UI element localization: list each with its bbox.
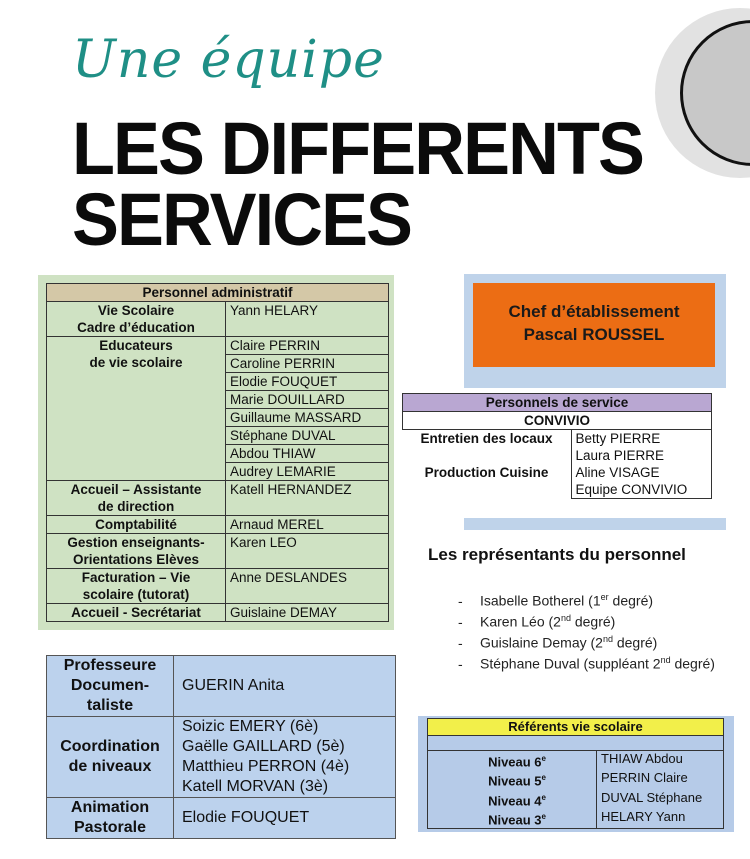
service-row — [403, 430, 712, 448]
admin-row-label: Accueil – Assistante de direction — [47, 481, 226, 516]
referents-spacer — [428, 736, 724, 751]
referents-title: Référents vie scolaire — [428, 719, 724, 736]
reps-item-after: degré) — [570, 613, 616, 630]
referent-level — [428, 790, 597, 809]
service-row-name: Equipe CONVIVIO — [571, 481, 712, 499]
referent-name: THIAW Abdou — [597, 751, 724, 771]
prof-row-names — [174, 798, 396, 839]
admin-row-name: Claire PERRIN — [226, 337, 389, 355]
prof-name: Matthieu PERRON (4è) — [182, 758, 350, 775]
admin-row-label: Accueil - Secrétariat — [47, 604, 226, 622]
chef-name: Pascal ROUSSEL — [523, 325, 665, 344]
prof-row — [47, 717, 396, 798]
prof-row-names — [174, 656, 396, 717]
reps-item-after: degré) — [608, 592, 654, 609]
reps-item-sup: er — [600, 592, 609, 602]
referents-table — [427, 718, 724, 829]
prof-row — [47, 798, 396, 839]
reps-item — [458, 631, 715, 652]
referent-level-text: Niveau 4 — [488, 792, 542, 808]
prof-name: Katell MORVAN (3è) — [182, 778, 329, 795]
admin-row-name: Karen LEO — [226, 534, 389, 569]
admin-row-label: Gestion enseignants- Orientations Elèves — [47, 534, 226, 569]
referent-level — [428, 770, 597, 789]
service-row-label — [403, 481, 572, 499]
page-title-line1: LES DIFFERENTS — [72, 107, 643, 190]
admin-row-name: Caroline PERRIN — [226, 355, 389, 373]
admin-row-name: Anne DESLANDES — [226, 569, 389, 604]
admin-table-title: Personnel administratif — [47, 284, 389, 302]
reps-item-name: Guislaine Demay (2 — [480, 634, 603, 651]
service-company: CONVIVIO — [403, 412, 712, 430]
reps-item — [458, 589, 715, 610]
reps-item-name: Karen Léo (2 — [480, 613, 561, 630]
referent-row — [428, 809, 724, 829]
admin-row — [47, 604, 389, 622]
admin-row-name: Elodie FOUQUET — [226, 373, 389, 391]
referent-level — [428, 809, 597, 829]
referent-level-sup: e — [541, 792, 546, 802]
admin-row — [47, 534, 389, 569]
service-row-name: Laura PIERRE — [571, 447, 712, 464]
service-row-name: Betty PIERRE — [571, 430, 712, 448]
prof-name: GUERIN Anita — [182, 677, 285, 694]
admin-row-name: Katell HERNANDEZ — [226, 481, 389, 516]
reps-item-sup: nd — [602, 634, 613, 645]
reps-title: Les représentants du personnel — [428, 545, 686, 564]
reps-item-sup: nd — [560, 613, 571, 624]
admin-row — [47, 516, 389, 534]
referent-row — [428, 790, 724, 809]
admin-row-label: Vie Scolaire Cadre d’éducation — [47, 302, 226, 337]
referent-level-text: Niveau 3 — [488, 812, 542, 828]
referent-level-text: Niveau 6 — [488, 754, 542, 770]
prof-name: Elodie FOUQUET — [182, 809, 310, 826]
admin-row-name: Yann HELARY — [226, 302, 389, 337]
reps-item-name: Stéphane Duval (suppléant 2 — [480, 656, 661, 673]
service-row-label — [403, 447, 572, 464]
admin-row-name: Guillaume MASSARD — [226, 409, 389, 427]
prof-name: Soizic EMERY (6è) — [182, 718, 319, 735]
admin-row-name: Stéphane DUVAL — [226, 427, 389, 445]
admin-row-name: Guislaine DEMAY — [226, 604, 389, 622]
prof-name: Gaëlle GAILLARD (5è) — [182, 738, 345, 755]
referent-level-text: Niveau 5 — [488, 773, 542, 789]
admin-row-name: Arnaud MEREL — [226, 516, 389, 534]
prof-row-label: Animation Pastorale — [47, 798, 174, 839]
admin-row — [47, 302, 389, 337]
service-table — [402, 393, 712, 499]
bullet-dash: - — [458, 592, 463, 609]
referent-level-sup: e — [541, 773, 546, 783]
service-row-name: Aline VISAGE — [571, 464, 712, 481]
admin-table — [46, 283, 389, 622]
bullet-dash: - — [458, 613, 463, 630]
chef-title: Chef d’établissement — [508, 302, 680, 321]
script-title: Une équipe — [72, 30, 385, 90]
prof-row-label: Professeure Documen- taliste — [47, 656, 174, 717]
service-row — [403, 447, 712, 464]
reps-item-after: degré) — [612, 634, 658, 651]
admin-row — [47, 337, 389, 355]
service-row — [403, 481, 712, 499]
admin-row — [47, 481, 389, 516]
reps-item-name: Isabelle Botherel (1 — [480, 592, 601, 609]
service-row — [403, 464, 712, 481]
admin-row-name: Audrey LEMARIE — [226, 463, 389, 481]
admin-row-name: Abdou THIAW — [226, 445, 389, 463]
referent-level-sup: e — [541, 811, 546, 821]
reps-list — [458, 589, 715, 674]
referent-row — [428, 751, 724, 771]
bullet-dash: - — [458, 634, 463, 651]
admin-row-name: Marie DOUILLARD — [226, 391, 389, 409]
admin-row-label: Comptabilité — [47, 516, 226, 534]
reps-item — [458, 610, 715, 631]
reps-item-after: degré) — [670, 656, 715, 673]
service-row-label: Production Cuisine — [424, 465, 549, 480]
prof-table — [46, 655, 396, 839]
page-title-line2: SERVICES — [72, 178, 412, 261]
referent-name: PERRIN Claire — [597, 770, 724, 789]
service-table-title: Personnels de service — [403, 394, 712, 412]
admin-row-label: Educateurs de vie scolaire — [47, 337, 226, 481]
prof-row-label: Coordination de niveaux — [47, 717, 174, 798]
referent-level — [428, 751, 597, 771]
referent-level-sup: e — [541, 754, 546, 763]
reps-item — [458, 652, 715, 673]
prof-row-names — [174, 717, 396, 798]
admin-row-label: Facturation – Vie scolaire (tutorat) — [47, 569, 226, 604]
chef-box — [473, 283, 715, 367]
prof-row — [47, 656, 396, 717]
reps-item-sup: nd — [660, 655, 671, 666]
service-row-label: Entretien des locaux — [420, 431, 553, 446]
bullet-dash: - — [458, 656, 463, 673]
referent-name: DUVAL Stéphane — [597, 790, 724, 809]
admin-row — [47, 569, 389, 604]
referent-name: HELARY Yann — [597, 809, 724, 829]
referent-row — [428, 770, 724, 789]
